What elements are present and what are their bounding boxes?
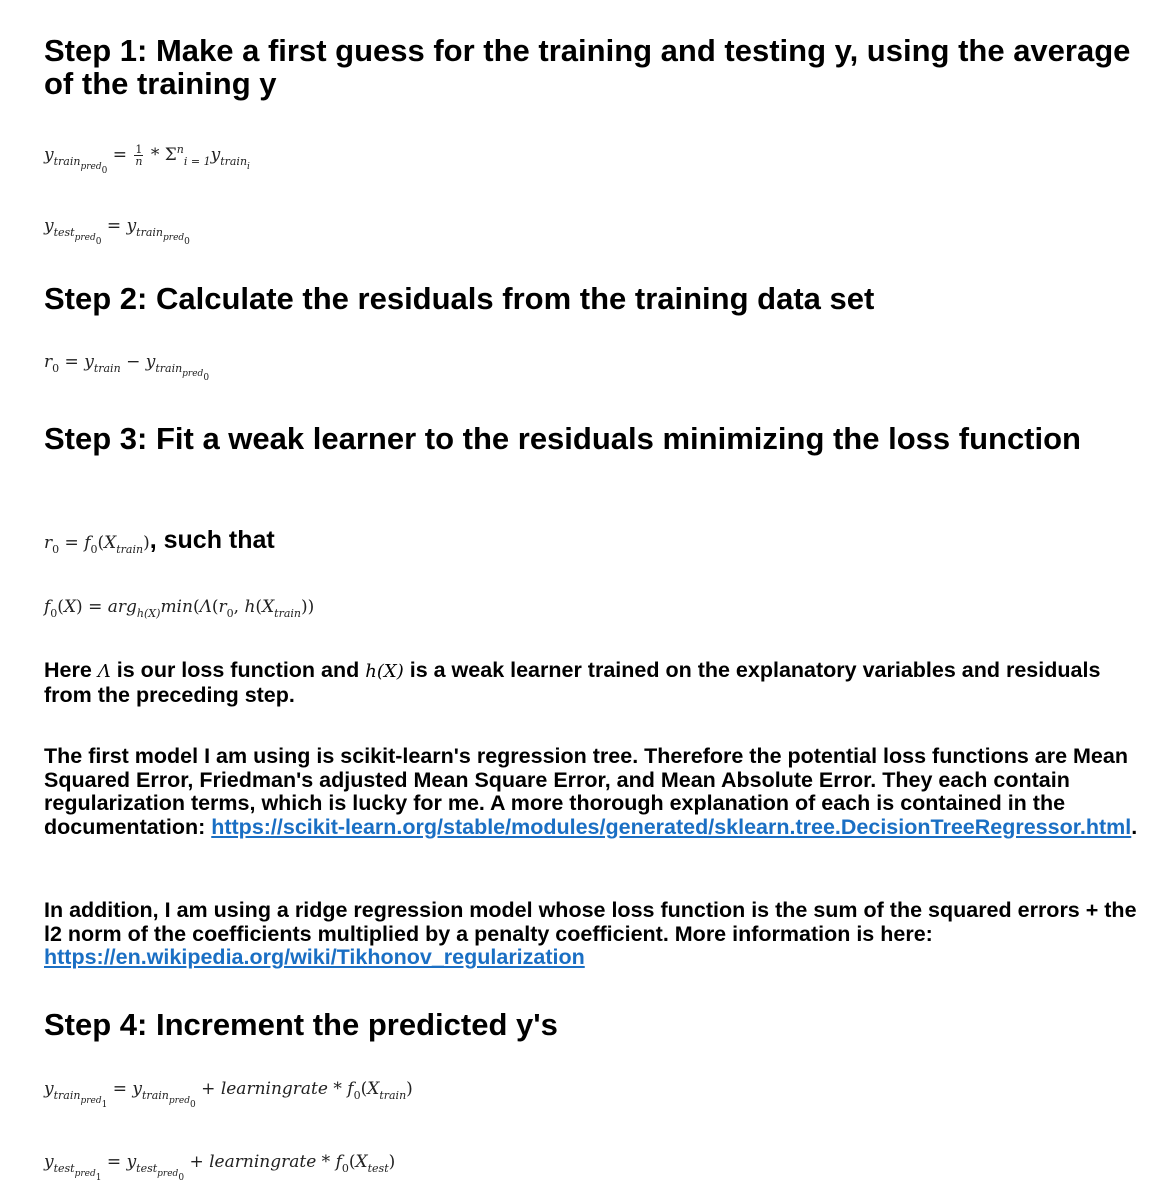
equation-train-pred-0: $y_{train_{pred_0}}$ = $\frac{1}{n}$ * $\Sigma^n_{i = 1}y_{train_i}$: [44, 143, 250, 176]
equation-argmin: $f_0(X) = arg_{h(X)}\min(\Lambda(r_0$, $h(X_{train})$): [44, 597, 315, 620]
ridge-regression-paragraph: In addition, I am using a ridge regression model whose loss function is the sum of the squared errors + the l2 norm of the coefficients multiplied by a penalty coefficient. More information is here: https://en.wikipedia.org/wiki/Tikhonov_regularization: [44, 898, 1137, 969]
equation-residual-0: $r_0 = y_{train} - y_{train_{pred_0}}$: [44, 352, 210, 383]
such-that-text: , such that: [149, 526, 275, 554]
equation-test-pred-1: $y_{test_{pred_1}} = y_{test_{pred_0}}$ + learningrate * $f_0(X_{test})$: [44, 1152, 396, 1183]
regression-tree-paragraph: The first model I am using is scikit-learn's regression tree. Therefore the potential loss functions are Mean Squared Error, Friedman's adjusted Mean Square Error, and Mean Absolute Error. They each contain regularization terms, which is lucky for me. A more thorough explanation of each is contained in the documentation: https://scikit-learn.org/stable/modules/generated/sklearn.tree.DecisionTreeRegressor.html.: [44, 744, 1138, 839]
equation-weak-learner-fit: $r_0 = f_0(X_{train})$, such that: [44, 526, 275, 556]
sklearn-docs-link[interactable]: https://scikit-learn.org/stable/modules/generated/sklearn.tree.DecisionTreeRegressor.html: [211, 814, 1132, 839]
step-2-heading: Step 2: Calculate the residuals from the training data set: [44, 281, 875, 316]
h-of-x-symbol: h(X): [365, 661, 404, 682]
loss-function-paragraph: Here Λ is our loss function and h(X) is a weak learner trained on the explanatory variables and residuals from the preceding step.: [44, 658, 1101, 707]
step-4-heading: Step 4: Increment the predicted y's: [44, 1007, 558, 1042]
equation-test-pred-0: $y_{test_{pred_0}} = y_{train_{pred_0}}$: [44, 216, 190, 247]
step-3-heading: Step 3: Fit a weak learner to the residuals minimizing the loss function: [44, 421, 1081, 456]
step-1-heading: Step 1: Make a first guess for the training and testing y, using the average of the training y: [44, 33, 1131, 101]
equation-train-pred-1: $y_{train_{pred_1}} = y_{train_{pred_0}}$ + learningrate * $f_0(X_{train})$: [44, 1079, 413, 1110]
wikipedia-tikhonov-link[interactable]: https://en.wikipedia.org/wiki/Tikhonov_regularization: [44, 945, 585, 969]
lambda-symbol: Λ: [97, 661, 111, 682]
